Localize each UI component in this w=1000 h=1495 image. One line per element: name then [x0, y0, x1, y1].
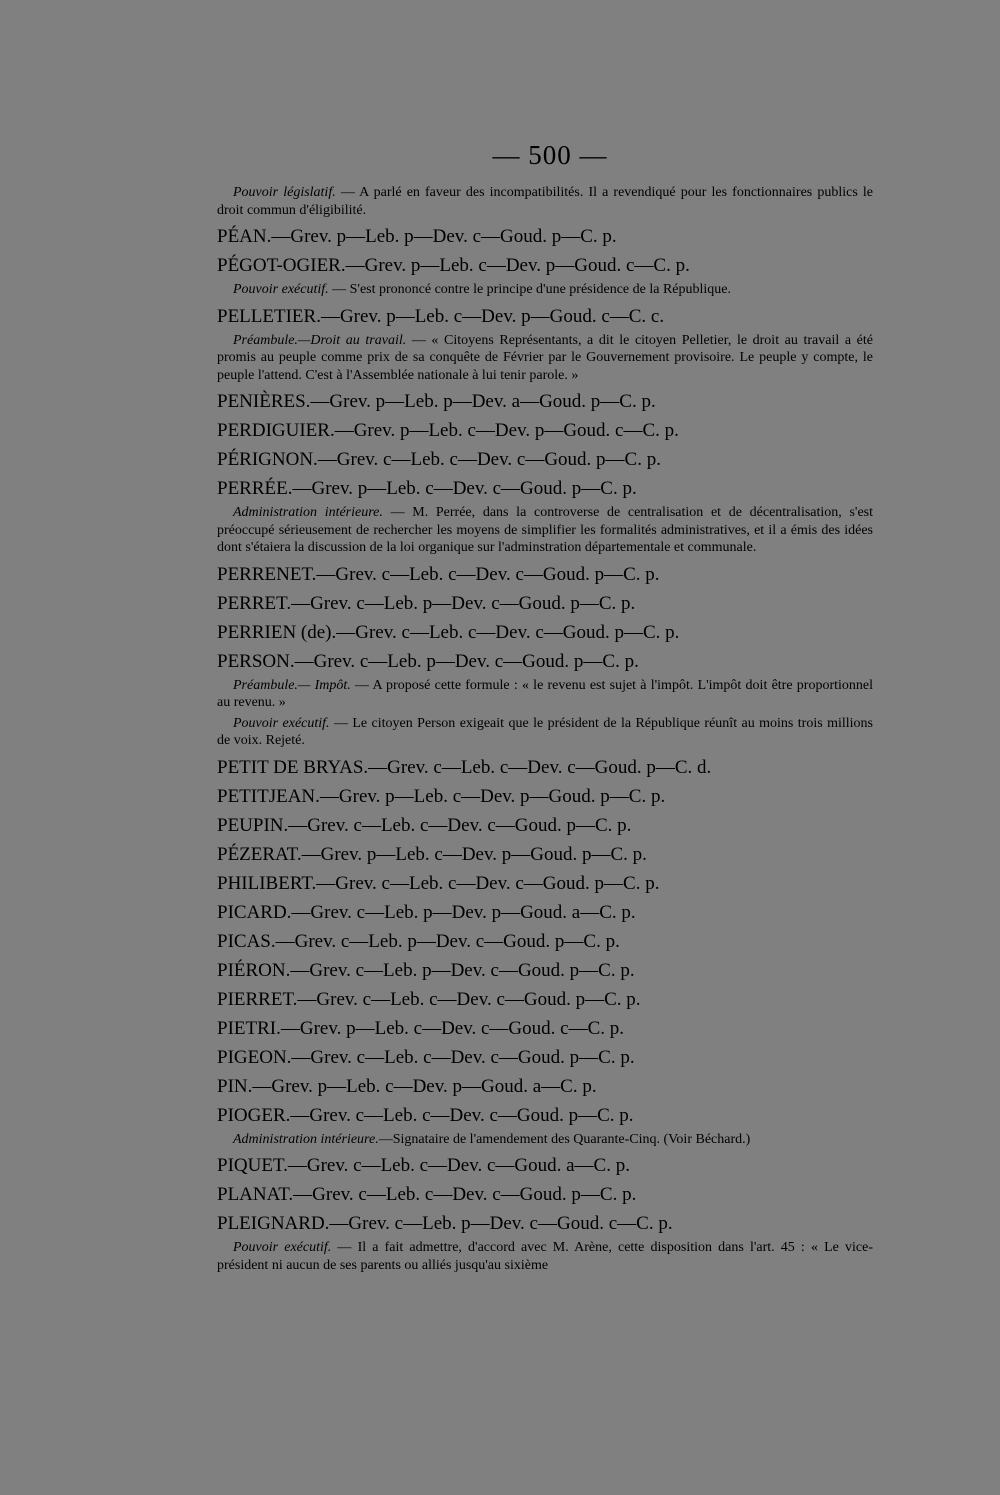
- commentary-text: — Il a fait admettre, d'accord avec M. Arène, cette disposition dans l'art. 45 : « Le vice-président ni aucun de ses parents ou alliés jusqu'au sixième: [217, 1240, 873, 1273]
- deputy-vote-entry: PENIÈRES.—Grev. p—Leb. p—Dev. a—Goud. p—C. p.: [217, 391, 656, 412]
- deputy-vote-entry: PÉZERAT.—Grev. p—Leb. c—Dev. p—Goud. p—C. p.: [217, 843, 647, 865]
- commentary-text: — Le citoyen Person exigeait que le président de la République réunît au moins trois millions de voix. Rejeté.: [217, 715, 873, 748]
- commentary-topic: Préambule.— Impôt.: [233, 677, 351, 693]
- deputy-vote-entry: PÉGOT-OGIER.—Grev. p—Leb. c—Dev. p—Goud. c—C. p.: [217, 255, 690, 276]
- deputy-vote-entry: PELLETIER.—Grev. p—Leb. c—Dev. p—Goud. c—C. c.: [217, 305, 665, 327]
- deputy-vote-entry: PIQUET.—Grev. c—Leb. c—Dev. c—Goud. a—C. p.: [217, 1155, 630, 1176]
- commentary-text: —Signataire de l'amendement des Quarante-Cinq. (Voir Béchard.): [378, 1131, 751, 1147]
- deputy-vote-entry: PIÉRON.—Grev. c—Leb. p—Dev. c—Goud. p—C. p.: [217, 959, 635, 981]
- commentary-topic: Préambule.—Droit au travail.: [233, 332, 407, 348]
- commentary-paragraph: [217, 1131, 873, 1149]
- commentary-paragraph: [217, 715, 873, 750]
- deputy-vote-entry: PIGEON.—Grev. c—Leb. c—Dev. c—Goud. p—C. p.: [217, 1046, 635, 1068]
- commentary-paragraph: [217, 677, 873, 712]
- commentary-text: — M. Perrée, dans la controverse de centralisation et de décentralisation, s'est préoccupé sérieusement de rechercher les moyens de simplifier les formalités administratives, et il a émis des idées dont s'étaiera la discussion de la loi organique sur l'adminstration départementale et communale.: [217, 505, 873, 555]
- page-number: — 500 —: [492, 140, 608, 170]
- deputy-vote-entry: PERRIEN (de).—Grev. c—Leb. c—Dev. c—Goud. p—C. p.: [217, 621, 680, 643]
- deputy-vote-entry: PETIT DE BRYAS.—Grev. c—Leb. c—Dev. c—Goud. p—C. d.: [217, 756, 712, 778]
- deputy-vote-entry: PLANAT.—Grev. c—Leb. c—Dev. c—Goud. p—C. p.: [217, 1184, 637, 1205]
- deputy-vote-entry: PICARD.—Grev. c—Leb. p—Dev. p—Goud. a—C. p.: [217, 901, 636, 923]
- deputy-vote-entry: PERDIGUIER.—Grev. p—Leb. c—Dev. p—Goud. c—C. p.: [217, 420, 679, 441]
- commentary-paragraph: [217, 184, 873, 219]
- deputy-vote-entry: PÉAN.—Grev. p—Leb. p—Dev. c—Goud. p—C. p.: [217, 226, 617, 247]
- commentary-topic: Pouvoir exécutif.: [233, 282, 329, 297]
- commentary-paragraph: [217, 504, 873, 557]
- deputy-vote-entry: PETITJEAN.—Grev. p—Leb. c—Dev. p—Goud. p—C. p.: [217, 785, 666, 807]
- commentary-topic: Administration intérieure.: [233, 505, 383, 520]
- commentary-topic: Pouvoir exécutif.: [233, 715, 330, 731]
- commentary-topic: Pouvoir exécutif.: [233, 1240, 332, 1255]
- deputy-vote-entry: PÉRIGNON.—Grev. c—Leb. c—Dev. c—Goud. p—C. p.: [217, 449, 661, 470]
- deputy-vote-entry: PERRÉE.—Grev. p—Leb. c—Dev. c—Goud. p—C. p.: [217, 478, 637, 499]
- deputy-vote-entry: PEUPIN.—Grev. c—Leb. c—Dev. c—Goud. p—C. p.: [217, 814, 632, 836]
- deputy-vote-entry: PIERRET.—Grev. c—Leb. c—Dev. c—Goud. p—C. p.: [217, 988, 641, 1010]
- commentary-text: — A parlé en faveur des incompatibilités. Il a revendiqué pour les fonctionnaires publics le droit commun d'éligibilité.: [217, 185, 873, 218]
- deputy-vote-entry: PHILIBERT.—Grev. c—Leb. c—Dev. c—Goud. p—C. p.: [217, 872, 660, 894]
- deputy-vote-entry: PIETRI.—Grev. p—Leb. c—Dev. c—Goud. c—C. p.: [217, 1017, 625, 1039]
- deputy-vote-entry: PIOGER.—Grev. c—Leb. c—Dev. c—Goud. p—C. p.: [217, 1104, 634, 1126]
- commentary-text: — A proposé cette formule : « le revenu est sujet à l'impôt. L'impôt doit être proportionnel au revenu. »: [217, 677, 873, 710]
- deputy-vote-entry: PIN.—Grev. p—Leb. c—Dev. p—Goud. a—C. p.: [217, 1075, 597, 1097]
- deputy-vote-entry: PICAS.—Grev. c—Leb. p—Dev. c—Goud. p—C. p.: [217, 930, 620, 952]
- commentary-text: — S'est prononcé contre le principe d'une présidence de la République.: [328, 282, 731, 297]
- deputy-vote-entry: PLEIGNARD.—Grev. c—Leb. p—Dev. c—Goud. c—C. p.: [217, 1213, 673, 1234]
- deputy-vote-entry: PERRET.—Grev. c—Leb. p—Dev. c—Goud. p—C. p.: [217, 592, 636, 614]
- page-body: [217, 183, 873, 1277]
- deputy-vote-entry: PERRENET.—Grev. c—Leb. c—Dev. c—Goud. p—C. p.: [217, 563, 660, 585]
- commentary-paragraph: [217, 332, 873, 385]
- commentary-topic: Pouvoir législatif.: [233, 185, 336, 200]
- commentary-topic: Administration intérieure.: [233, 1131, 379, 1147]
- commentary-paragraph: [217, 1239, 873, 1274]
- commentary-text: — « Citoyens Représentants, a dit le citoyen Pelletier, le droit au travail a été promis au peuple comme prix de sa conquête de Février par le Gouvernement provisoire. Le peuple y compte, le peuple l'attend. C'est à l'Assemblée nationale à lui tenir parole. »: [217, 332, 873, 383]
- commentary-paragraph: [217, 281, 873, 299]
- deputy-vote-entry: PERSON.—Grev. c—Leb. p—Dev. c—Goud. p—C. p.: [217, 650, 639, 672]
